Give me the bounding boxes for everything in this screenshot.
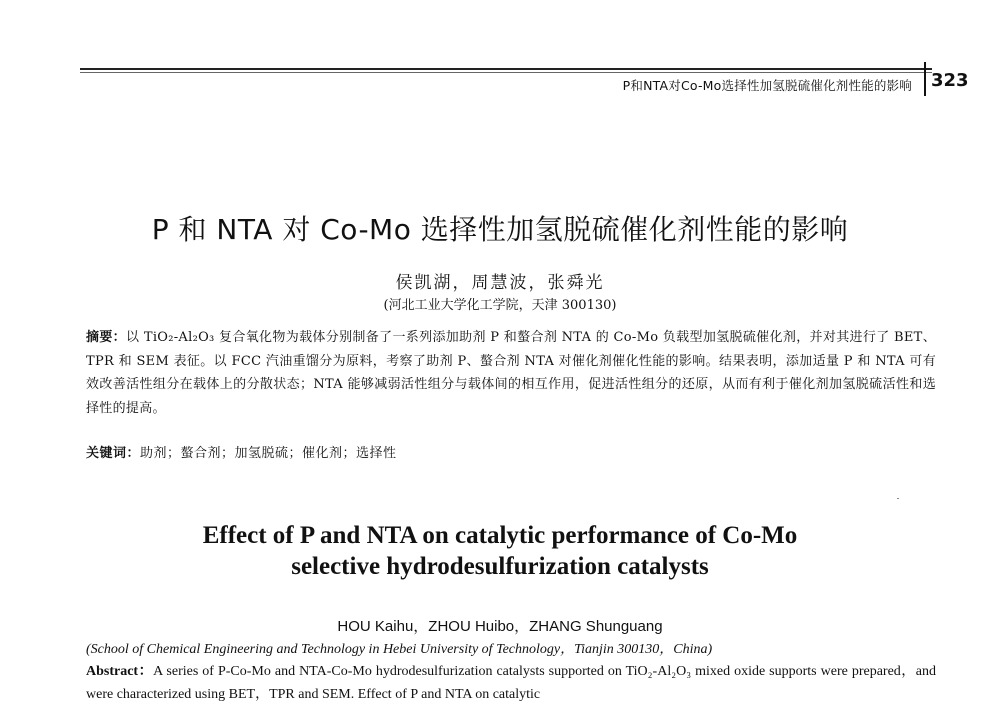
english-abstract (86, 660, 936, 706)
chinese-title: P 和 NTA 对 Co-Mo 选择性加氢脱硫催化剂性能的影响 (151, 213, 849, 246)
chinese-affiliation: (河北工业大学化工学院，天津 300130) (383, 298, 617, 313)
english-abstract-text: A series of P-Co-Mo and NTA-Co-Mo hydrodesulfurization catalysts supported on TiO₂-Al₂O₃ mixed oxide supports were prepared，and were characterized using BET，TPR and SEM. Effect of P and NTA on catalytic (86, 664, 936, 702)
chinese-keywords-label: 关键词： (86, 446, 141, 461)
header-rule (80, 68, 932, 70)
chinese-keywords-text: 助剂；螯合剂；加氢脱硫；催化剂；选择性 (140, 446, 397, 461)
english-title (0, 520, 1000, 582)
page-number-separator (924, 62, 926, 96)
chinese-abstract-text: 以 TiO₂-Al₂O₃ 复合氧化物为载体分别制备了一系列添加助剂 P 和螯合剂 NTA 的 Co-Mo 负载型加氢脱硫催化剂，并对其进行了 BET、TPR 和 SEM 表征。以 FCC 汽油重馏分为原料，考察了助剂 P、螯合剂 NTA 对催化剂催化性能的影响。结果表明，添加适量 P 和 NTA 可有效改善活性组分在载体上的分散状态；NTA 能够减弱活性组分与载体间的相互作用，促进活性组分的还原，从而有利于催化剂加氢脱硫活性和选择性的提高。 (86, 330, 936, 416)
stray-mark (897, 498, 899, 499)
english-affiliation: (School of Chemical Engineering and Technology in Hebei University of Technology，Tianjin 300130，China) (86, 642, 713, 657)
running-title: P和NTA对Co-Mo选择性加氢脱硫催化剂性能的影响 (622, 78, 912, 93)
chinese-authors: 侯凯湖，周慧波，张舜光 (395, 273, 605, 293)
chinese-abstract-label: 摘要： (86, 330, 127, 345)
english-abstract-label: Abstract： (86, 664, 154, 679)
header-rule-thin (80, 72, 932, 73)
english-title-line2: selective hydrodesulfurization catalysts (291, 553, 709, 580)
chinese-keywords (86, 442, 936, 461)
chinese-abstract (86, 326, 936, 420)
english-authors: HOU Kaihu，ZHOU Huibo，ZHANG Shunguang (337, 618, 663, 635)
english-title-line1: Effect of P and NTA on catalytic performance of Co-Mo (202, 522, 798, 549)
page-number: 323 (931, 70, 969, 91)
